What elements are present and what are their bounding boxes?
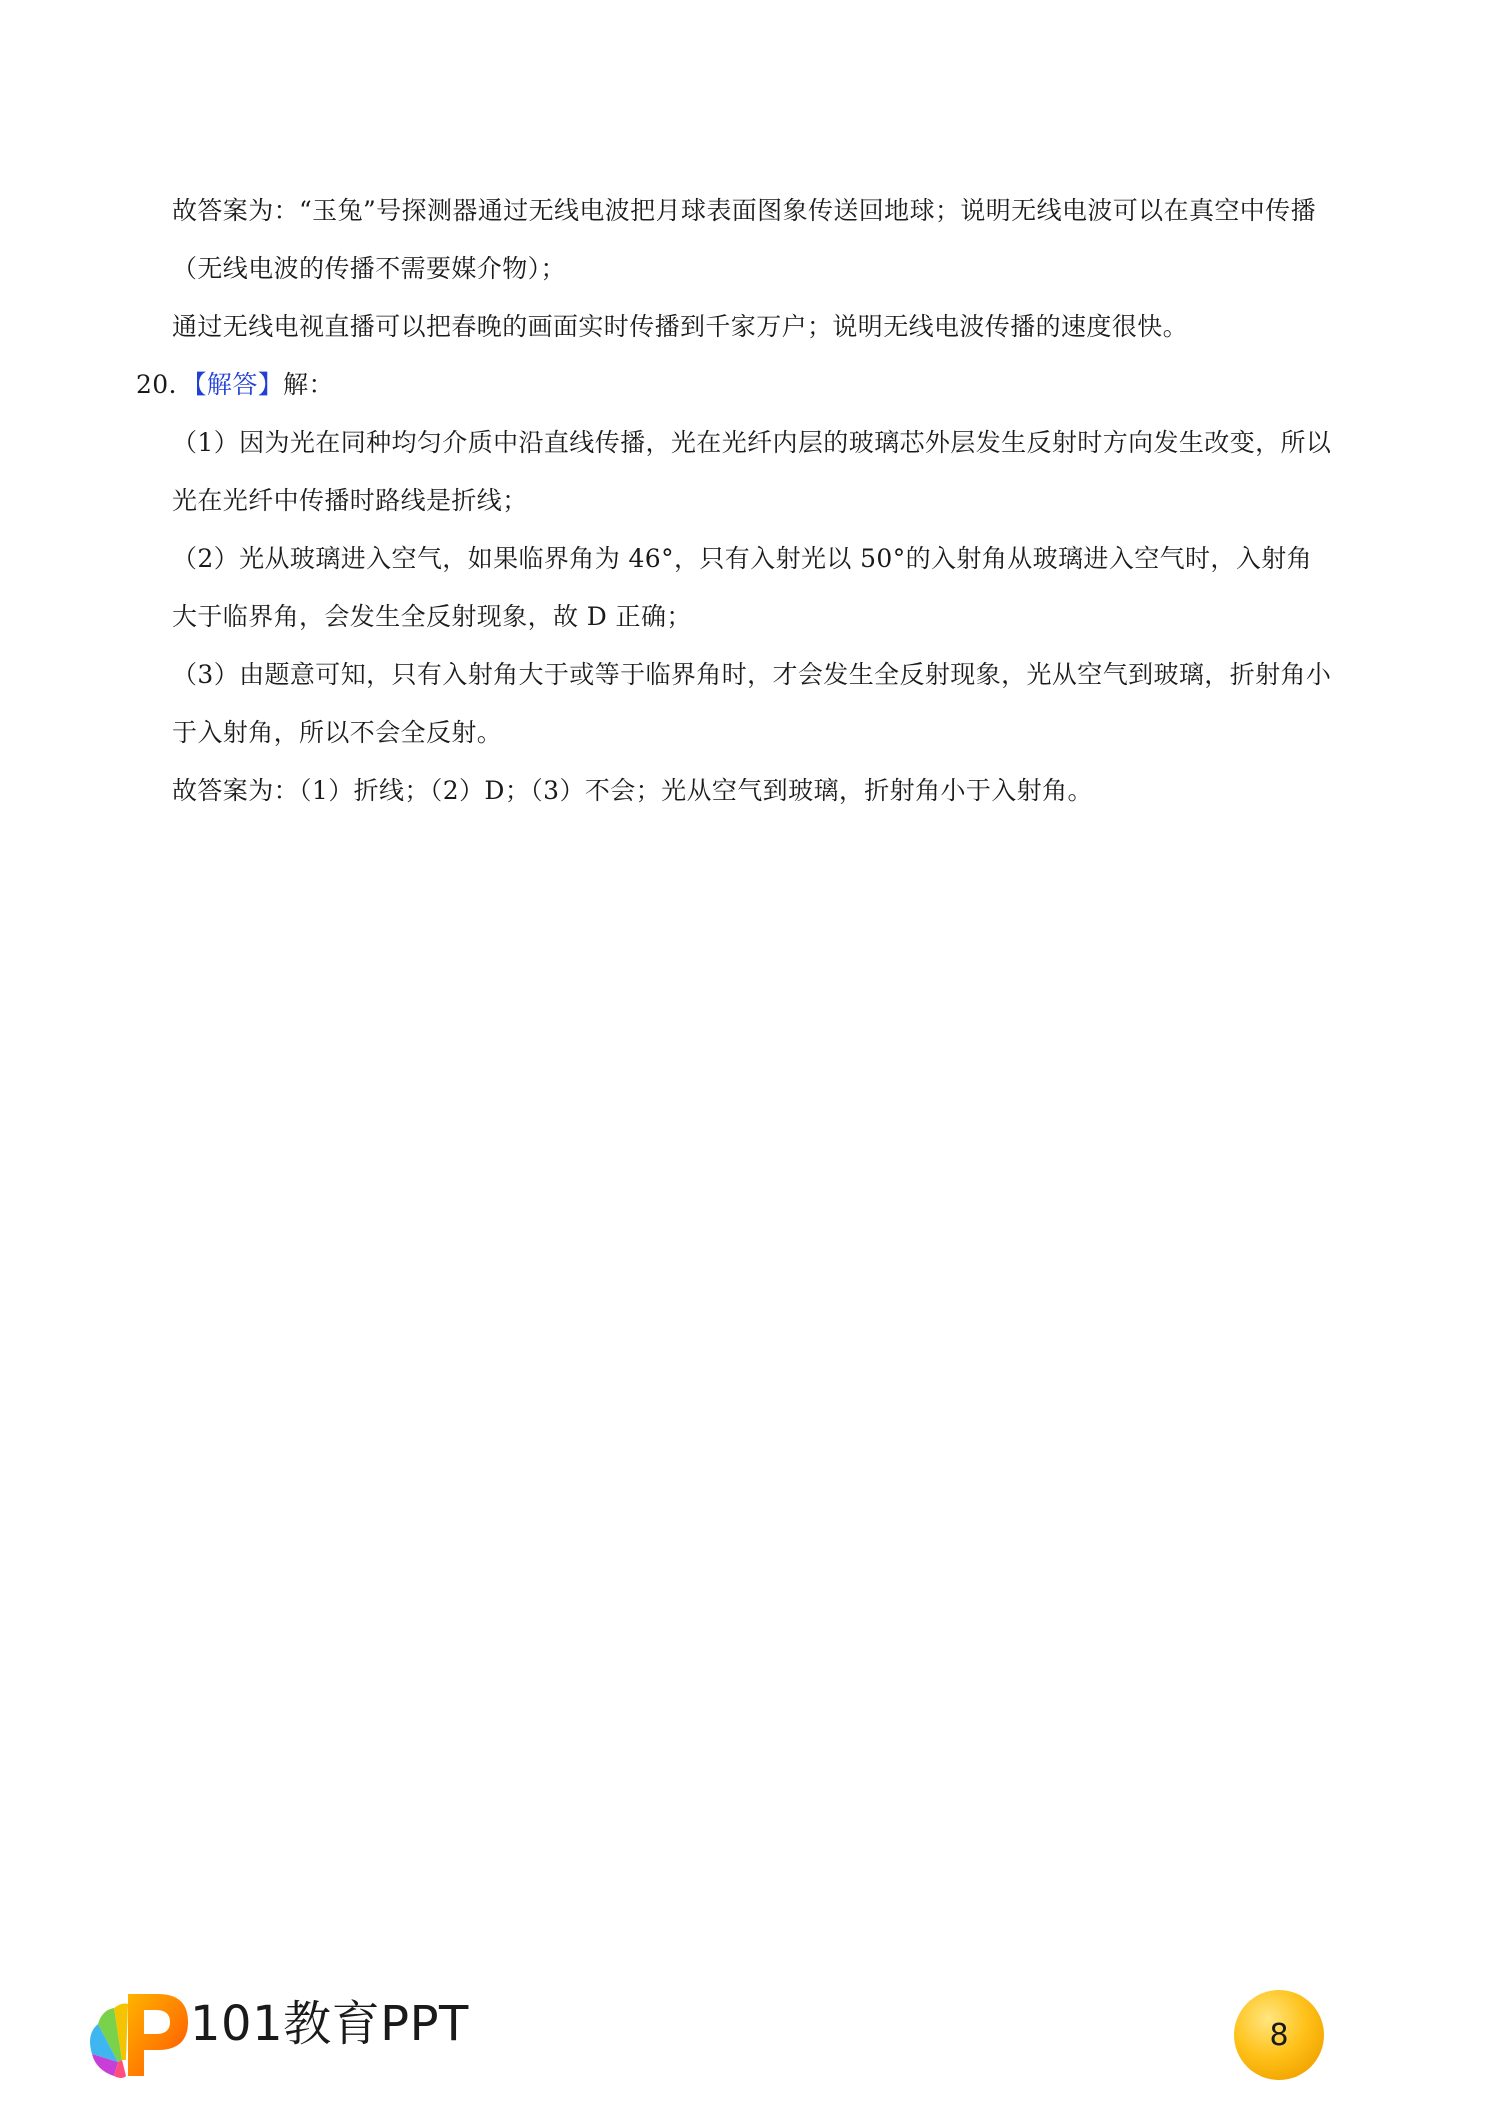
- final-answer: 故答案为：（1）折线；（2）D；（3）不会；光从空气到玻璃，折射角小于入射角。: [172, 776, 1093, 805]
- solution-intro: 解：: [283, 370, 334, 399]
- brand-name: 101教育PPT: [190, 1996, 469, 2052]
- 101-education-logo-icon: [84, 1984, 194, 2084]
- solution-tag: 【解答】: [194, 370, 284, 399]
- solution-step-3-line: （3）由题意可知，只有入射角大于或等于临界角时，才会发生全反射现象，光从空气到玻璃，折射角小: [172, 660, 1332, 689]
- solution-step-2-line: 大于临界角，会发生全反射现象，故 D 正确；: [172, 602, 692, 631]
- question-number: 20．: [136, 370, 195, 399]
- answer-paragraph-line: 故答案为：“玉兔”号探测器通过无线电波把月球表面图象传送回地球；说明无线电波可以在真空中传播: [172, 196, 1316, 225]
- solution-step-3-line: 于入射角，所以不会全反射。: [172, 718, 503, 747]
- solution-step-2-line: （2）光从玻璃进入空气，如果临界角为 46°，只有入射光以 50°的入射角从玻璃进入空气时，入射角: [172, 544, 1313, 573]
- answer-paragraph-line: （无线电波的传播不需要媒介物）；: [172, 254, 566, 283]
- answer-paragraph-line: 通过无线电视直播可以把春晚的画面实时传播到千家万户；说明无线电波传播的速度很快。: [172, 312, 1189, 341]
- page-number: 8: [1269, 2017, 1289, 2053]
- page-number-badge: [1234, 1990, 1324, 2080]
- solution-step-1-line: 光在光纤中传播时路线是折线；: [172, 486, 528, 515]
- question-20-header: [136, 370, 334, 400]
- solution-step-1-line: （1）因为光在同种均匀介质中沿直线传播，光在光纤内层的玻璃芯外层发生反射时方向发生改变，所以: [172, 428, 1332, 457]
